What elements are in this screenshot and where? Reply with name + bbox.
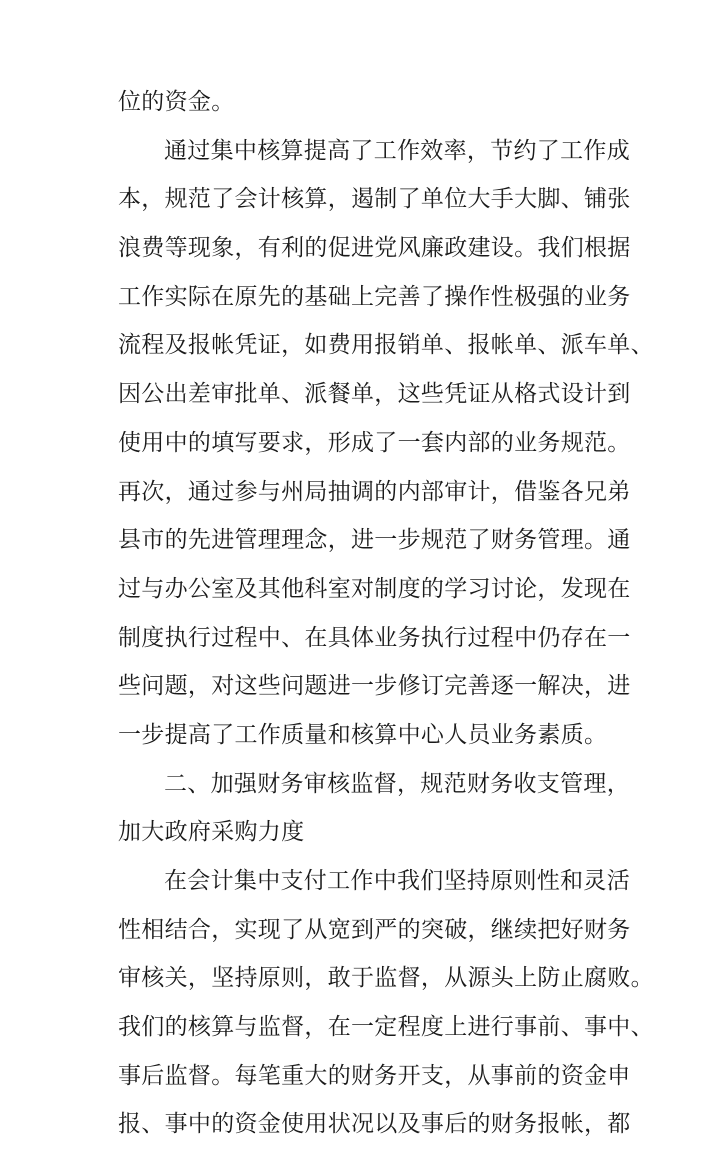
text-line: 位的资金。 [118, 89, 235, 115]
text-line: 使用中的填写要求，形成了一套内部的业务规范。 [118, 429, 631, 456]
text-line: 性相结合，实现了从宽到严的突破，继续把好财务 [118, 916, 631, 943]
text-line: 审核关，坚持原则，敢于监督，从源头上防止腐败。 [118, 965, 654, 992]
text-line: 过与办公室及其他科室对制度的学习讨论，发现在 [118, 575, 631, 602]
text-line: 一步提高了工作质量和核算中心人员业务素质。 [118, 721, 608, 748]
section-heading-line: 加大政府采购力度 [118, 819, 305, 846]
text-line: 浪费等现象，有利的促进党风廉政建设。我们根据 [118, 235, 631, 262]
body-text [118, 78, 654, 1149]
text-line: 本，规范了会计核算，遏制了单位大手大脚、铺张 [118, 186, 631, 213]
text-line: 流程及报帐凭证，如费用报销单、报帐单、派车单、 [118, 332, 654, 359]
text-line: 县市的先进管理理念，进一步规范了财务管理。通 [118, 527, 631, 554]
text-line: 再次，通过参与州局抽调的内部审计，借鉴各兄弟 [118, 478, 631, 505]
paragraph-start-line: 在会计集中支付工作中我们坚持原则性和灵活 [164, 868, 630, 894]
text-line: 事后监督。每笔重大的财务开支，从事前的资金申 [118, 1062, 631, 1089]
paragraph-start-line: 通过集中核算提高了工作效率，节约了工作成 [164, 137, 630, 164]
text-line: 因公出差审批单、派餐单，这些凭证从格式设计到 [118, 381, 631, 408]
text-line: 我们的核算与监督，在一定程度上进行事前、事中、 [118, 1014, 654, 1041]
section-heading-line: 二、加强财务审核监督，规范财务收支管理， [164, 770, 630, 797]
text-line: 些问题，对这些问题进一步修订完善逐一解决，进 [118, 673, 631, 700]
text-line: 报、事中的资金使用状况以及事后的财务报帐，都 [118, 1111, 631, 1138]
text-line: 制度执行过程中、在具体业务执行过程中仍存在一 [118, 624, 631, 651]
text-line: 工作实际在原先的基础上完善了操作性极强的业务 [118, 283, 631, 310]
